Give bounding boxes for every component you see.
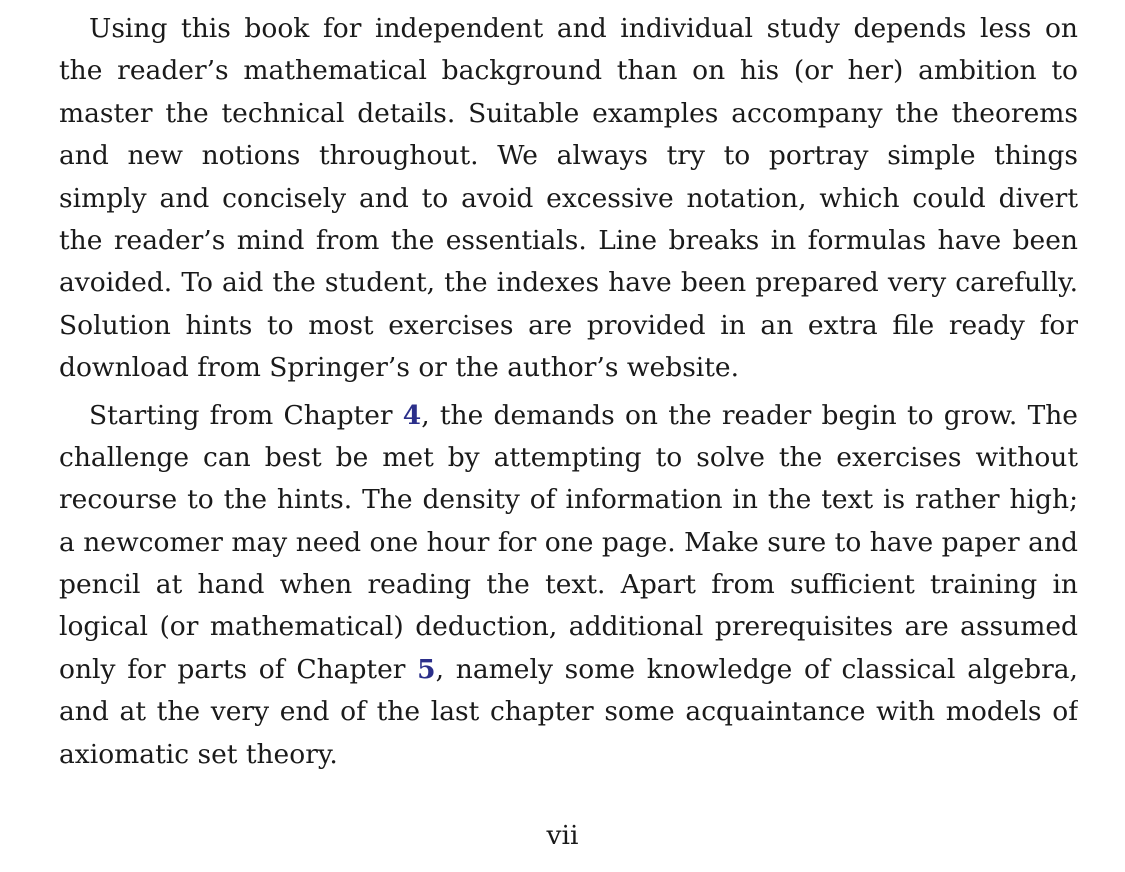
chapter-4-link[interactable]: 4 [402, 399, 422, 431]
text-line: the reader’s mind from the essentials. Line breaks in formulas have been [59, 224, 1078, 256]
text-line: pencil at hand when reading the text. Apart from sufficient training in [59, 569, 1078, 601]
text-segment: Starting from Chapter [89, 399, 403, 431]
text-segment: only for parts of Chapter [59, 653, 418, 685]
chapter-5-link[interactable]: 5 [417, 653, 436, 685]
text-line [59, 649, 1078, 691]
text-line: a newcomer may need one hour for one page. Make sure to have paper and [59, 526, 1078, 558]
text-line: download from Springer’s or the author’s website. [59, 352, 740, 384]
text-segment: , the demands on the reader begin to grow. The [421, 399, 1078, 431]
text-line: simply and concisely and to avoid excessive notation, which could divert [59, 182, 1078, 214]
page-body [59, 8, 1078, 776]
text-line: challenge can best be met by attempting to solve the exercises without [59, 441, 1078, 473]
text-line: logical (or mathematical) deduction, additional prerequisites are assumed [59, 611, 1078, 643]
paragraph-demands [59, 395, 1078, 777]
paragraph-independent-study [59, 8, 1078, 390]
text-line: axiomatic set theory. [59, 738, 338, 770]
text-line: and at the very end of the last chapter some acquaintance with models of [59, 696, 1078, 728]
text-segment: , namely some knowledge of classical algebra, [435, 653, 1078, 685]
text-line: and new notions throughout. We always try to portray simple things [59, 140, 1078, 172]
text-line: Solution hints to most exercises are provided in an extra file ready for [59, 309, 1078, 341]
text-line: master the technical details. Suitable examples accompany the theorems [59, 97, 1078, 129]
text-line [59, 395, 1078, 437]
text-line: the reader’s mathematical background than on his (or her) ambition to [59, 55, 1078, 87]
text-line: avoided. To aid the student, the indexes have been prepared very carefully. [59, 267, 1078, 299]
text-line: Using this book for independent and individual study depends less on [89, 13, 1078, 44]
page-number: vii [546, 820, 579, 851]
text-line: recourse to the hints. The density of information in the text is rather high; [59, 484, 1078, 516]
